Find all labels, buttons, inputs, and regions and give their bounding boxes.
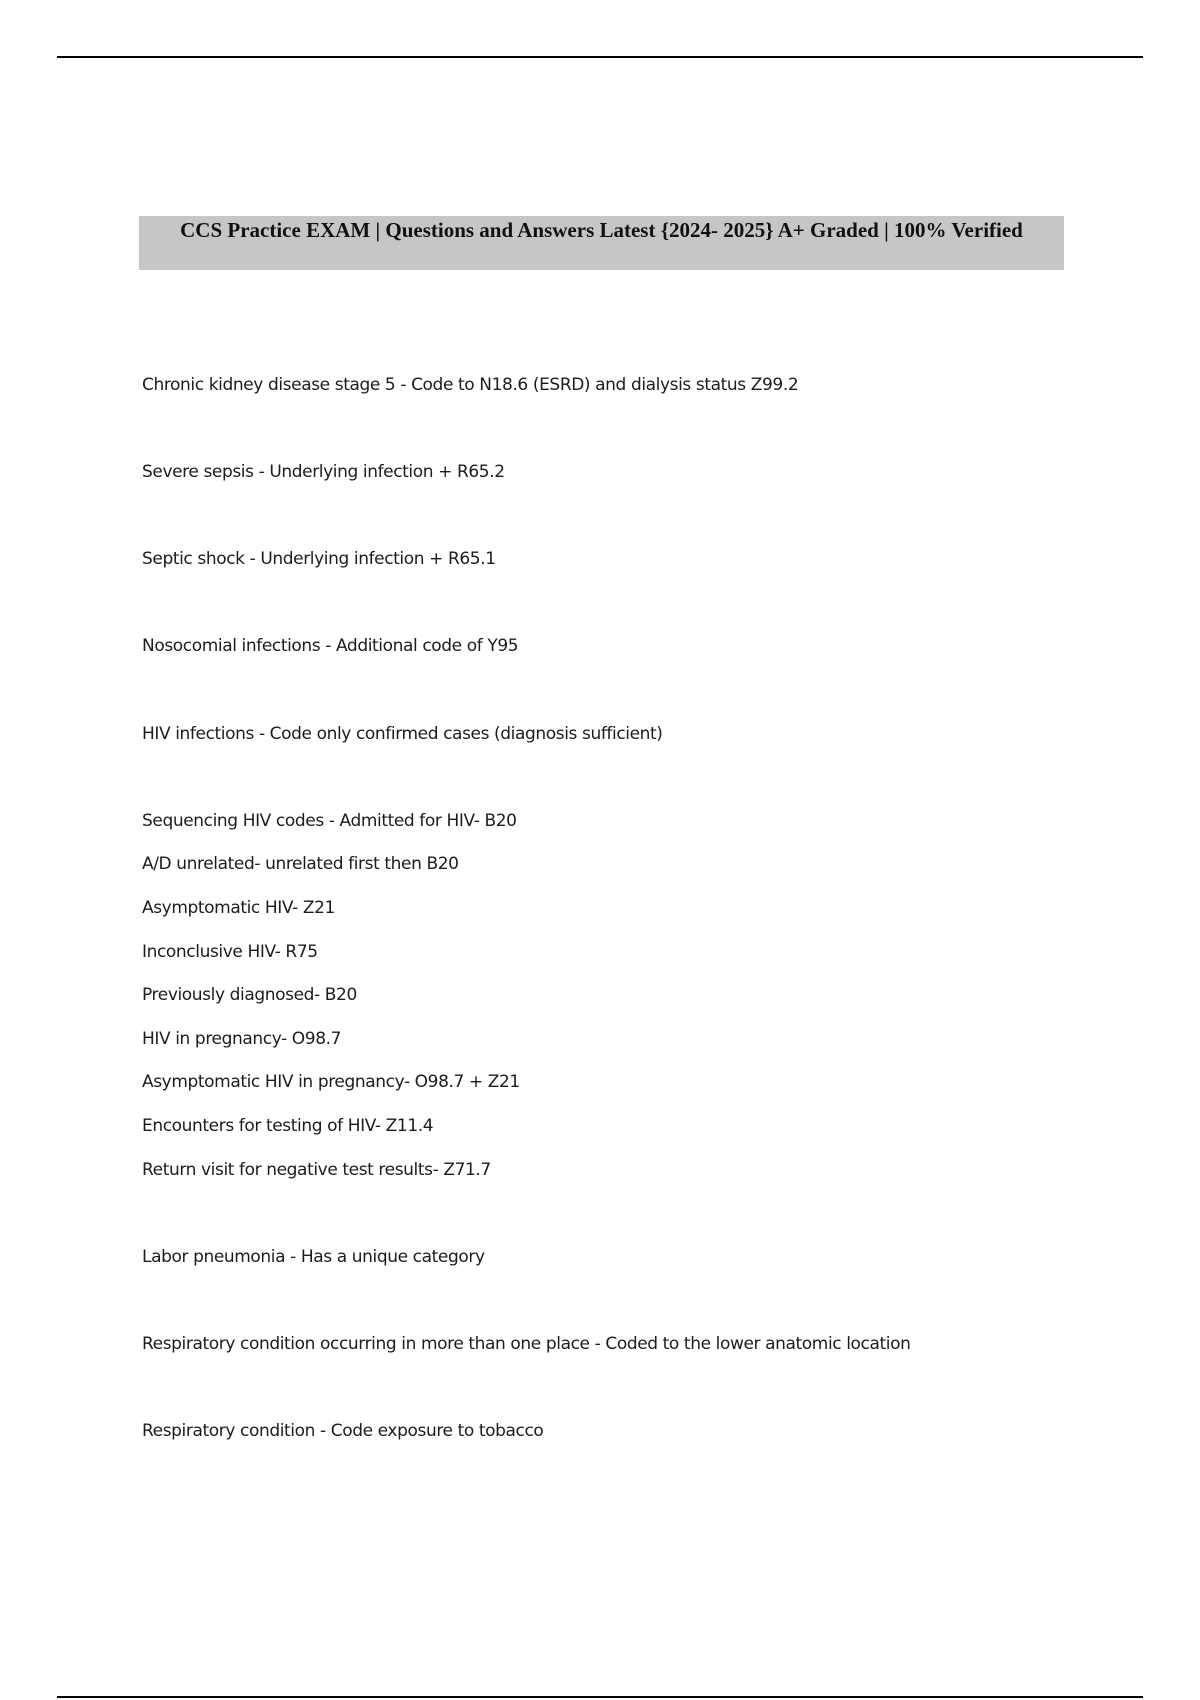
qa-entry-ckd-stage-5: Chronic kidney disease stage 5 - Code to N18.6 (ESRD) and dialysis status Z99.2: [142, 375, 799, 395]
qa-entry-inconclusive-hiv: Inconclusive HIV- R75: [142, 942, 318, 962]
qa-entry-respiratory-tobacco: Respiratory condition - Code exposure to tobacco: [142, 1421, 544, 1441]
qa-entry-septic-shock: Septic shock - Underlying infection + R65.1: [142, 549, 496, 569]
qa-entry-hiv-testing-encounter: Encounters for testing of HIV- Z11.4: [142, 1116, 434, 1136]
qa-entry-previously-diagnosed: Previously diagnosed- B20: [142, 985, 357, 1005]
qa-entry-nosocomial-infections: Nosocomial infections - Additional code of Y95: [142, 636, 519, 656]
qa-entry-severe-sepsis: Severe sepsis - Underlying infection + R65.2: [142, 462, 505, 482]
header-rule: [57, 56, 1143, 58]
qa-entry-respiratory-multiple-sites: Respiratory condition occurring in more than one place - Coded to the lower anatomic location: [142, 1334, 911, 1354]
qa-entry-asymptomatic-hiv: Asymptomatic HIV- Z21: [142, 898, 335, 918]
qa-entry-hiv-in-pregnancy: HIV in pregnancy- O98.7: [142, 1029, 342, 1049]
footer-rule: [57, 1696, 1143, 1698]
qa-entry-labor-pneumonia: Labor pneumonia - Has a unique category: [142, 1247, 485, 1267]
qa-entry-negative-test-return-visit: Return visit for negative test results- Z71.7: [142, 1160, 491, 1180]
qa-entry-hiv-infections: HIV infections - Code only confirmed cases (diagnosis sufficient): [142, 724, 663, 744]
qa-entry-sequencing-hiv-codes: Sequencing HIV codes - Admitted for HIV- B20: [142, 811, 517, 831]
document-title: CCS Practice EXAM | Questions and Answers Latest {2024- 2025} A+ Graded | 100% Verified: [180, 218, 1023, 242]
qa-entry-asymptomatic-hiv-pregnancy: Asymptomatic HIV in pregnancy- O98.7 + Z21: [142, 1072, 520, 1092]
document-title-banner: [139, 216, 1064, 270]
qa-entry-ad-unrelated: A/D unrelated- unrelated first then B20: [142, 854, 459, 874]
